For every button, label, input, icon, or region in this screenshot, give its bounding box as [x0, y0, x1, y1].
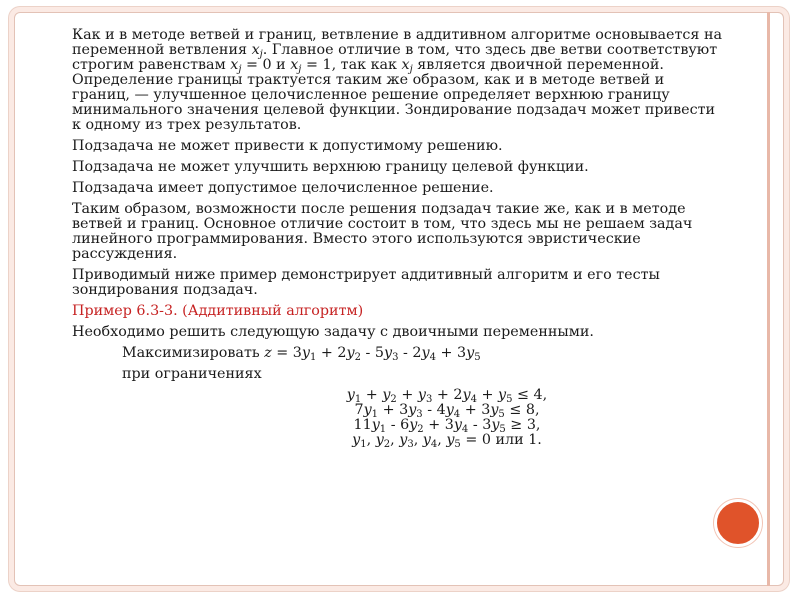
- summary-paragraph: Таким образом, возможности после решения подзадач такие же, как и в методе ветвей и границ. Основное отличие состоит в том, что здесь мы не решаем задач линейного программирования. Вместо этого используются эвристические рассуждения.: [72, 201, 693, 262]
- intro-paragraph: Как и в методе ветвей и границ, ветвление в аддитивном алгоритме основывается на переменной ветвления $x_j$. Главное отличие в том, что здесь две ветви соответствуют строгим равенствам $x_j = 0$ и $x_j = 1$, так как $x_j$ является двоичной переменной. Определение границы трактуется таким же образом, как и в методе ветвей и границ, — улучшенное целочисленное решение определяет верхнюю границу минимального значения целевой функции. Зондирование подзадач может привести к одному из трех результатов.: [72, 27, 723, 133]
- example-title: Пример 6.3-3. (Аддитивный алгоритм): [72, 303, 364, 319]
- constraint-1: $y_1 + y_2 + y_3 + 2y_4 + y_5 \le 4$,: [346, 387, 548, 405]
- result-line-2: Подзадача не может улучшить верхнюю границу целевой функции.: [72, 159, 589, 175]
- decorative-circle: [714, 499, 762, 547]
- constraint-3: $11y_1 - 6y_2 + 3y_4 - 3y_5 \ge 3$,: [353, 417, 541, 435]
- constraints-label: при ограничениях: [122, 366, 262, 382]
- constraint-2: $7y_1 + 3y_3 - 4y_4 + 3y_5 \le 8$,: [354, 402, 540, 420]
- task-intro: Необходимо решить следующую задачу с двоичными переменными.: [72, 324, 594, 340]
- constraint-4: $y_1$, $y_2$, $y_3$, $y_4$, $y_5 = 0$ или 1.: [352, 432, 542, 450]
- slide-content: [72, 28, 722, 448]
- objective-function: Максимизировать $z = 3y_1 + 2y_2 - 5y_3 - 2y_4 + 3y_5$: [122, 345, 481, 363]
- slide-right-edge: [767, 12, 770, 586]
- example-intro-paragraph: Приводимый ниже пример демонстрирует аддитивный алгоритм и его тесты зондирования подзадач.: [72, 267, 660, 298]
- result-line-3: Подзадача имеет допустимое целочисленное решение.: [72, 180, 494, 196]
- result-line-1: Подзадача не может привести к допустимому решению.: [72, 138, 503, 154]
